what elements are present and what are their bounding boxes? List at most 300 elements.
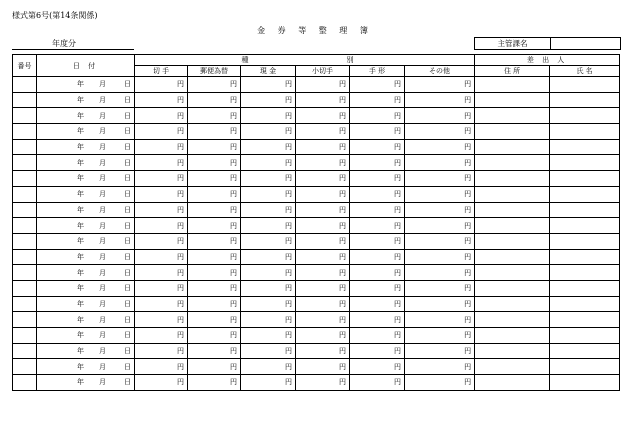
sender-name-cell[interactable]: [550, 249, 620, 265]
amount-promissory-note-cell[interactable]: [350, 124, 405, 140]
voucher-register-table: [12, 54, 620, 391]
amount-postal-order-cell[interactable]: [188, 280, 241, 296]
amount-postal-order-cell[interactable]: [188, 233, 241, 249]
date-day-unit: 日: [124, 362, 131, 371]
amount-stamps-cell[interactable]: [135, 155, 188, 171]
yen-unit: 円: [177, 378, 184, 387]
table-row: [13, 92, 620, 108]
amount-check-cell[interactable]: [296, 233, 350, 249]
amount-promissory-note-cell[interactable]: [350, 296, 405, 312]
amount-check-cell[interactable]: [296, 108, 350, 124]
amount-other-cell[interactable]: [405, 171, 475, 187]
amount-promissory-note-cell[interactable]: [350, 218, 405, 234]
department-box: [474, 37, 621, 50]
date-day-unit: 日: [124, 174, 131, 183]
amount-other-cell[interactable]: [405, 77, 475, 93]
date-year-unit: 年: [77, 237, 84, 246]
amount-promissory-note-cell[interactable]: [350, 92, 405, 108]
sender-name-cell[interactable]: [550, 312, 620, 328]
yen-unit: 円: [285, 299, 292, 308]
amount-promissory-note-cell[interactable]: [350, 233, 405, 249]
yen-unit: 円: [339, 362, 346, 371]
amount-cash-cell[interactable]: [241, 343, 296, 359]
document-title: 金 券 等 整 理 簿: [257, 26, 373, 35]
amount-other-cell[interactable]: [405, 218, 475, 234]
register-body: [13, 77, 620, 391]
amount-cash-cell[interactable]: [241, 265, 296, 281]
amount-stamps-cell[interactable]: [135, 108, 188, 124]
amount-cash-cell[interactable]: [241, 77, 296, 93]
amount-check-cell[interactable]: [296, 312, 350, 328]
amount-other-cell[interactable]: [405, 265, 475, 281]
amount-check-cell[interactable]: [296, 77, 350, 93]
amount-other-cell[interactable]: [405, 375, 475, 391]
sender-name-cell[interactable]: [550, 108, 620, 124]
sender-name-cell[interactable]: [550, 328, 620, 344]
yen-unit: 円: [339, 158, 346, 167]
amount-other-cell[interactable]: [405, 280, 475, 296]
yen-unit: 円: [339, 205, 346, 214]
amount-cash-cell[interactable]: [241, 359, 296, 375]
amount-other-cell[interactable]: [405, 359, 475, 375]
sender-name-cell[interactable]: [550, 218, 620, 234]
amount-postal-order-cell[interactable]: [188, 328, 241, 344]
amount-postal-order-cell[interactable]: [188, 186, 241, 202]
yen-unit: 円: [285, 111, 292, 120]
amount-promissory-note-cell[interactable]: [350, 155, 405, 171]
amount-promissory-note-cell[interactable]: [350, 280, 405, 296]
sender-address-cell[interactable]: [475, 139, 550, 155]
amount-check-cell[interactable]: [296, 280, 350, 296]
row-number-cell[interactable]: [13, 92, 37, 108]
date-year-unit: 年: [77, 80, 84, 89]
yen-unit: 円: [230, 299, 237, 308]
yen-unit: 円: [285, 205, 292, 214]
amount-stamps-cell[interactable]: [135, 343, 188, 359]
yen-unit: 円: [394, 362, 401, 371]
yen-unit: 円: [285, 143, 292, 152]
row-date-cell[interactable]: [37, 249, 135, 265]
row-number-cell[interactable]: [13, 312, 37, 328]
sender-address-cell[interactable]: [475, 343, 550, 359]
sender-address-cell[interactable]: [475, 77, 550, 93]
sender-address-cell[interactable]: [475, 155, 550, 171]
amount-postal-order-cell[interactable]: [188, 218, 241, 234]
date-day-unit: 日: [124, 96, 131, 105]
yen-unit: 円: [177, 158, 184, 167]
yen-unit: 円: [285, 362, 292, 371]
row-date-cell[interactable]: [37, 155, 135, 171]
amount-check-cell[interactable]: [296, 359, 350, 375]
row-date-cell[interactable]: [37, 92, 135, 108]
amount-stamps-cell[interactable]: [135, 139, 188, 155]
amount-cash-cell[interactable]: [241, 328, 296, 344]
amount-cash-cell[interactable]: [241, 139, 296, 155]
amount-promissory-note-cell[interactable]: [350, 265, 405, 281]
sender-address-cell[interactable]: [475, 312, 550, 328]
sender-address-cell[interactable]: [475, 202, 550, 218]
yen-unit: 円: [394, 158, 401, 167]
yen-unit: 円: [177, 221, 184, 230]
date-day-unit: 日: [124, 331, 131, 340]
amount-postal-order-cell[interactable]: [188, 155, 241, 171]
amount-stamps-cell[interactable]: [135, 328, 188, 344]
yen-unit: 円: [339, 174, 346, 183]
sender-address-cell[interactable]: [475, 186, 550, 202]
yen-unit: 円: [285, 80, 292, 89]
yen-unit: 円: [339, 299, 346, 308]
sender-address-cell[interactable]: [475, 375, 550, 391]
amount-stamps-cell[interactable]: [135, 92, 188, 108]
yen-unit: 円: [177, 237, 184, 246]
amount-cash-cell[interactable]: [241, 155, 296, 171]
header-name: 氏 名: [550, 66, 620, 77]
sender-address-cell[interactable]: [475, 328, 550, 344]
row-date-cell[interactable]: [37, 375, 135, 391]
amount-promissory-note-cell[interactable]: [350, 249, 405, 265]
amount-stamps-cell[interactable]: [135, 296, 188, 312]
header-promissory-note: 手 形: [350, 66, 405, 77]
yen-unit: 円: [464, 252, 472, 261]
yen-unit: 円: [285, 237, 292, 246]
amount-other-cell[interactable]: [405, 124, 475, 140]
row-date-cell[interactable]: [37, 124, 135, 140]
amount-other-cell[interactable]: [405, 233, 475, 249]
sender-name-cell[interactable]: [550, 343, 620, 359]
header-stamps: 切 手: [135, 66, 188, 77]
amount-postal-order-cell[interactable]: [188, 139, 241, 155]
yen-unit: 円: [464, 268, 472, 277]
row-date-cell[interactable]: [37, 296, 135, 312]
yen-unit: 円: [464, 299, 472, 308]
yen-unit: 円: [394, 299, 401, 308]
table-row: [13, 218, 620, 234]
amount-postal-order-cell[interactable]: [188, 312, 241, 328]
date-month-unit: 月: [99, 96, 106, 105]
sender-address-cell[interactable]: [475, 233, 550, 249]
yen-unit: 円: [285, 284, 292, 293]
amount-cash-cell[interactable]: [241, 92, 296, 108]
yen-unit: 円: [394, 378, 401, 387]
yen-unit: 円: [394, 284, 401, 293]
date-month-unit: 月: [99, 221, 106, 230]
date-year-unit: 年: [77, 378, 84, 387]
amount-stamps-cell[interactable]: [135, 202, 188, 218]
row-number-cell[interactable]: [13, 296, 37, 312]
sender-name-cell[interactable]: [550, 77, 620, 93]
amount-cash-cell[interactable]: [241, 249, 296, 265]
amount-cash-cell[interactable]: [241, 202, 296, 218]
yen-unit: 円: [285, 347, 292, 356]
amount-postal-order-cell[interactable]: [188, 92, 241, 108]
yen-unit: 円: [339, 347, 346, 356]
date-month-unit: 月: [99, 111, 106, 120]
amount-other-cell[interactable]: [405, 186, 475, 202]
row-date-cell[interactable]: [37, 218, 135, 234]
date-year-unit: 年: [77, 158, 84, 167]
row-date-cell[interactable]: [37, 139, 135, 155]
amount-check-cell[interactable]: [296, 343, 350, 359]
row-number-cell[interactable]: [13, 108, 37, 124]
row-number-cell[interactable]: [13, 124, 37, 140]
row-number-cell[interactable]: [13, 359, 37, 375]
row-date-cell[interactable]: [37, 233, 135, 249]
sender-address-cell[interactable]: [475, 265, 550, 281]
yen-unit: 円: [394, 347, 401, 356]
yen-unit: 円: [230, 158, 237, 167]
amount-postal-order-cell[interactable]: [188, 124, 241, 140]
yen-unit: 円: [339, 143, 346, 152]
yen-unit: 円: [339, 111, 346, 120]
row-date-cell[interactable]: [37, 77, 135, 93]
amount-promissory-note-cell[interactable]: [350, 171, 405, 187]
amount-check-cell[interactable]: [296, 375, 350, 391]
amount-stamps-cell[interactable]: [135, 375, 188, 391]
table-row: [13, 375, 620, 391]
sender-address-cell[interactable]: [475, 171, 550, 187]
date-day-unit: 日: [124, 80, 131, 89]
amount-promissory-note-cell[interactable]: [350, 328, 405, 344]
amount-check-cell[interactable]: [296, 139, 350, 155]
row-number-cell[interactable]: [13, 343, 37, 359]
row-date-cell[interactable]: [37, 328, 135, 344]
sender-name-cell[interactable]: [550, 92, 620, 108]
amount-promissory-note-cell[interactable]: [350, 359, 405, 375]
date-month-unit: 月: [99, 158, 106, 167]
row-number-cell[interactable]: [13, 186, 37, 202]
amount-promissory-note-cell[interactable]: [350, 77, 405, 93]
amount-stamps-cell[interactable]: [135, 218, 188, 234]
amount-cash-cell[interactable]: [241, 296, 296, 312]
yen-unit: 円: [177, 96, 184, 105]
row-date-cell[interactable]: [37, 343, 135, 359]
amount-other-cell[interactable]: [405, 249, 475, 265]
amount-other-cell[interactable]: [405, 108, 475, 124]
amount-stamps-cell[interactable]: [135, 249, 188, 265]
date-month-unit: 月: [99, 174, 106, 183]
row-number-cell[interactable]: [13, 218, 37, 234]
yen-unit: 円: [464, 205, 472, 214]
sender-name-cell[interactable]: [550, 139, 620, 155]
sender-address-cell[interactable]: [475, 296, 550, 312]
amount-check-cell[interactable]: [296, 202, 350, 218]
sender-name-cell[interactable]: [550, 359, 620, 375]
amount-check-cell[interactable]: [296, 92, 350, 108]
row-number-cell[interactable]: [13, 280, 37, 296]
yen-unit: 円: [285, 378, 292, 387]
amount-promissory-note-cell[interactable]: [350, 375, 405, 391]
table-row: [13, 280, 620, 296]
yen-unit: 円: [394, 80, 401, 89]
header-postal-order: 郵便為替: [188, 66, 241, 77]
amount-stamps-cell[interactable]: [135, 171, 188, 187]
date-year-unit: 年: [77, 268, 84, 277]
yen-unit: 円: [339, 378, 346, 387]
row-number-cell[interactable]: [13, 233, 37, 249]
amount-cash-cell[interactable]: [241, 186, 296, 202]
date-month-unit: 月: [99, 205, 106, 214]
sender-name-cell[interactable]: [550, 375, 620, 391]
sender-name-cell[interactable]: [550, 186, 620, 202]
row-number-cell[interactable]: [13, 77, 37, 93]
fiscal-year-field[interactable]: [12, 39, 134, 50]
amount-postal-order-cell[interactable]: [188, 375, 241, 391]
date-day-unit: 日: [124, 284, 131, 293]
amount-other-cell[interactable]: [405, 296, 475, 312]
amount-promissory-note-cell[interactable]: [350, 343, 405, 359]
amount-check-cell[interactable]: [296, 171, 350, 187]
amount-cash-cell[interactable]: [241, 124, 296, 140]
sender-address-cell[interactable]: [475, 280, 550, 296]
yen-unit: 円: [285, 96, 292, 105]
amount-postal-order-cell[interactable]: [188, 77, 241, 93]
row-number-cell[interactable]: [13, 328, 37, 344]
amount-check-cell[interactable]: [296, 265, 350, 281]
sender-address-cell[interactable]: [475, 124, 550, 140]
table-row: [13, 186, 620, 202]
sender-address-cell[interactable]: [475, 218, 550, 234]
row-number-cell[interactable]: [13, 171, 37, 187]
date-year-unit: 年: [77, 315, 84, 324]
yen-unit: 円: [394, 252, 401, 261]
yen-unit: 円: [177, 174, 184, 183]
amount-other-cell[interactable]: [405, 328, 475, 344]
amount-stamps-cell[interactable]: [135, 265, 188, 281]
yen-unit: 円: [230, 221, 237, 230]
amount-check-cell[interactable]: [296, 124, 350, 140]
amount-stamps-cell[interactable]: [135, 312, 188, 328]
yen-unit: 円: [464, 174, 472, 183]
yen-unit: 円: [394, 190, 401, 199]
sender-name-cell[interactable]: [550, 202, 620, 218]
amount-cash-cell[interactable]: [241, 280, 296, 296]
yen-unit: 円: [394, 315, 401, 324]
yen-unit: 円: [464, 190, 472, 199]
table-row: [13, 312, 620, 328]
amount-check-cell[interactable]: [296, 155, 350, 171]
row-date-cell[interactable]: [37, 202, 135, 218]
amount-stamps-cell[interactable]: [135, 233, 188, 249]
header-type-group: 種 別: [135, 55, 475, 66]
row-date-cell[interactable]: [37, 312, 135, 328]
amount-other-cell[interactable]: [405, 92, 475, 108]
sender-name-cell[interactable]: [550, 280, 620, 296]
row-number-cell[interactable]: [13, 139, 37, 155]
amount-cash-cell[interactable]: [241, 233, 296, 249]
row-date-cell[interactable]: [37, 359, 135, 375]
amount-cash-cell[interactable]: [241, 218, 296, 234]
amount-promissory-note-cell[interactable]: [350, 108, 405, 124]
row-date-cell[interactable]: [37, 108, 135, 124]
department-field[interactable]: [551, 38, 620, 49]
sender-address-cell[interactable]: [475, 249, 550, 265]
sender-name-cell[interactable]: [550, 265, 620, 281]
amount-postal-order-cell[interactable]: [188, 249, 241, 265]
yen-unit: 円: [177, 143, 184, 152]
row-date-cell[interactable]: [37, 186, 135, 202]
amount-other-cell[interactable]: [405, 343, 475, 359]
date-month-unit: 月: [99, 237, 106, 246]
amount-other-cell[interactable]: [405, 155, 475, 171]
sender-address-cell[interactable]: [475, 108, 550, 124]
amount-postal-order-cell[interactable]: [188, 296, 241, 312]
yen-unit: 円: [285, 221, 292, 230]
amount-cash-cell[interactable]: [241, 312, 296, 328]
sender-name-cell[interactable]: [550, 155, 620, 171]
header-check: 小切手: [296, 66, 350, 77]
row-number-cell[interactable]: [13, 249, 37, 265]
sender-name-cell[interactable]: [550, 124, 620, 140]
row-number-cell[interactable]: [13, 375, 37, 391]
row-date-cell[interactable]: [37, 265, 135, 281]
amount-check-cell[interactable]: [296, 328, 350, 344]
yen-unit: 円: [230, 252, 237, 261]
amount-stamps-cell[interactable]: [135, 124, 188, 140]
yen-unit: 円: [394, 127, 401, 136]
amount-promissory-note-cell[interactable]: [350, 139, 405, 155]
date-year-unit: 年: [77, 284, 84, 293]
amount-check-cell[interactable]: [296, 296, 350, 312]
amount-postal-order-cell[interactable]: [188, 108, 241, 124]
amount-cash-cell[interactable]: [241, 171, 296, 187]
sender-name-cell[interactable]: [550, 171, 620, 187]
row-date-cell[interactable]: [37, 280, 135, 296]
table-row: [13, 359, 620, 375]
amount-stamps-cell[interactable]: [135, 186, 188, 202]
amount-postal-order-cell[interactable]: [188, 171, 241, 187]
amount-postal-order-cell[interactable]: [188, 202, 241, 218]
header-number: 番号: [13, 55, 37, 77]
yen-unit: 円: [230, 268, 237, 277]
sender-name-cell[interactable]: [550, 233, 620, 249]
amount-postal-order-cell[interactable]: [188, 265, 241, 281]
amount-other-cell[interactable]: [405, 139, 475, 155]
amount-stamps-cell[interactable]: [135, 359, 188, 375]
amount-postal-order-cell[interactable]: [188, 359, 241, 375]
amount-cash-cell[interactable]: [241, 108, 296, 124]
sender-name-cell[interactable]: [550, 296, 620, 312]
date-day-unit: 日: [124, 237, 131, 246]
row-number-cell[interactable]: [13, 265, 37, 281]
yen-unit: 円: [230, 205, 237, 214]
amount-postal-order-cell[interactable]: [188, 343, 241, 359]
amount-other-cell[interactable]: [405, 312, 475, 328]
sender-address-cell[interactable]: [475, 92, 550, 108]
row-number-cell[interactable]: [13, 155, 37, 171]
amount-check-cell[interactable]: [296, 186, 350, 202]
table-row: [13, 249, 620, 265]
amount-stamps-cell[interactable]: [135, 280, 188, 296]
yen-unit: 円: [339, 331, 346, 340]
yen-unit: 円: [339, 237, 346, 246]
header-cash: 現 金: [241, 66, 296, 77]
row-date-cell[interactable]: [37, 171, 135, 187]
yen-unit: 円: [464, 143, 472, 152]
amount-check-cell[interactable]: [296, 218, 350, 234]
amount-check-cell[interactable]: [296, 249, 350, 265]
amount-cash-cell[interactable]: [241, 375, 296, 391]
amount-other-cell[interactable]: [405, 202, 475, 218]
yen-unit: 円: [230, 190, 237, 199]
sender-address-cell[interactable]: [475, 359, 550, 375]
amount-stamps-cell[interactable]: [135, 77, 188, 93]
row-number-cell[interactable]: [13, 202, 37, 218]
date-day-unit: 日: [124, 347, 131, 356]
amount-promissory-note-cell[interactable]: [350, 186, 405, 202]
amount-promissory-note-cell[interactable]: [350, 312, 405, 328]
amount-promissory-note-cell[interactable]: [350, 202, 405, 218]
table-row: [13, 202, 620, 218]
